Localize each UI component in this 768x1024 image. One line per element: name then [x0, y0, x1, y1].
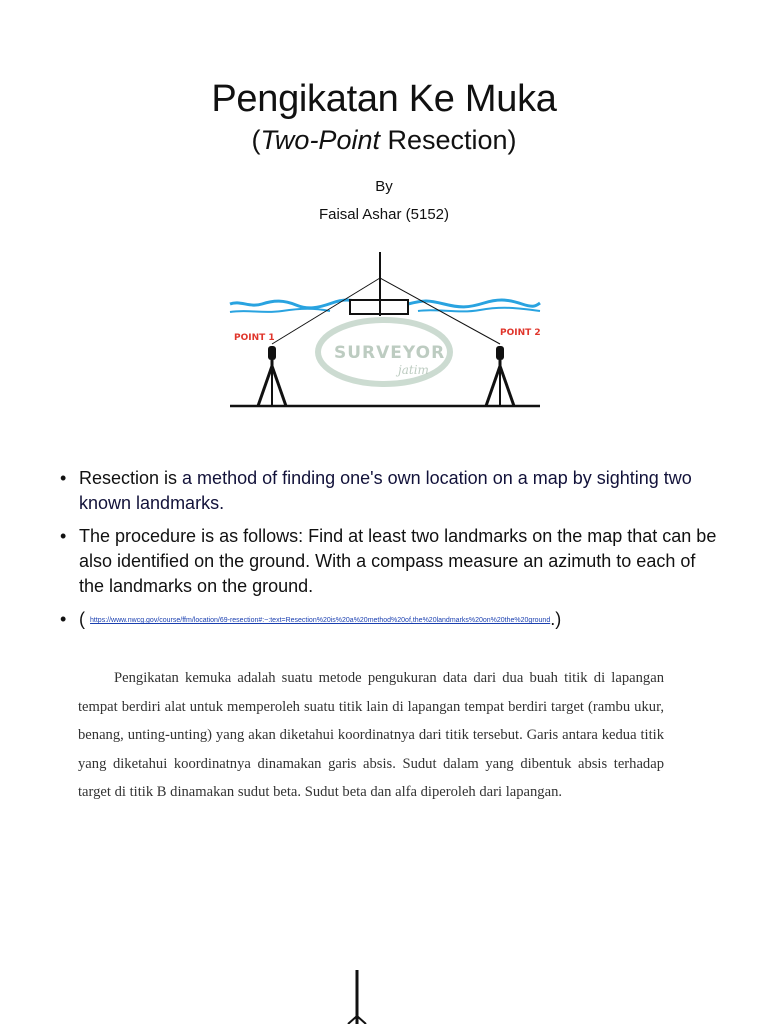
bullet-1-text: a method of finding one's own location on a map by sighting two known landmarks. — [79, 468, 692, 513]
bullet-dot-icon: • — [60, 609, 67, 629]
bullet-item-2 — [60, 524, 720, 599]
point2-label: POINT 2 — [500, 328, 541, 338]
reference-link[interactable]: https://www.nwcg.gov/course/ffm/location/69-resection#:~:text=Resection%20is%20a%20method%20of,the%20landmarks%20on%20the%20ground — [90, 616, 551, 624]
surveyor-watermark — [318, 320, 450, 384]
water-line-lower-right — [418, 308, 540, 312]
water-line-lower — [230, 309, 330, 312]
bullet-dot-icon: • — [60, 526, 67, 546]
point1-label: POINT 1 — [234, 333, 275, 343]
bullet-3-close: .) — [550, 609, 562, 629]
bullet-dot-icon: • — [60, 468, 67, 488]
watermark-sub-text: jatim — [398, 363, 429, 377]
by-line: By — [375, 178, 393, 195]
resection-diagram — [222, 248, 546, 416]
author-line: Faisal Ashar (5152) — [318, 206, 450, 223]
bullet-item-3 — [60, 607, 720, 633]
bullet-list — [60, 466, 720, 641]
bullet-item-1 — [60, 466, 720, 516]
bullet-1-prefix: Resection is — [79, 468, 183, 488]
partial-diagram-bottom — [330, 968, 390, 1024]
bullet-2-text: The procedure is as follows: Find at least two landmarks on the map that can be also identified on the ground. With a compass measure an azimuth to each of the landmarks on the ground. — [79, 526, 717, 596]
subtitle-open: ( — [251, 125, 261, 155]
subtitle-italic: Two-Point — [260, 125, 380, 155]
page-subtitle — [0, 122, 768, 158]
page-title: Pengikatan Ke Muka — [211, 78, 557, 120]
tripod-left-icon — [258, 346, 286, 406]
watermark-main-text: SURVEYOR — [334, 343, 446, 363]
bullet-3-open: ( — [79, 609, 85, 629]
body-paragraph: Pengikatan kemuka adalah suatu metode pengukuran data dari dua buah titik di lapangan tempat berdiri alat untuk memperoleh suatu titik lain di lapangan tempat berdiri target (rambu ukur, benang, unting-unting) yang akan diketahui koordinatnya dari titik tersebut. Garis antara kedua titik yang diketahui koordinatnya dinamakan garis absis. Sudut dalam yang dibentuk absis terhadap target di titik B dinamakan sudut beta. Sudut beta dan alfa diperoleh dari lapangan. — [78, 670, 664, 801]
tripod-right-icon — [486, 346, 514, 406]
subtitle-rest: Resection) — [379, 125, 517, 155]
